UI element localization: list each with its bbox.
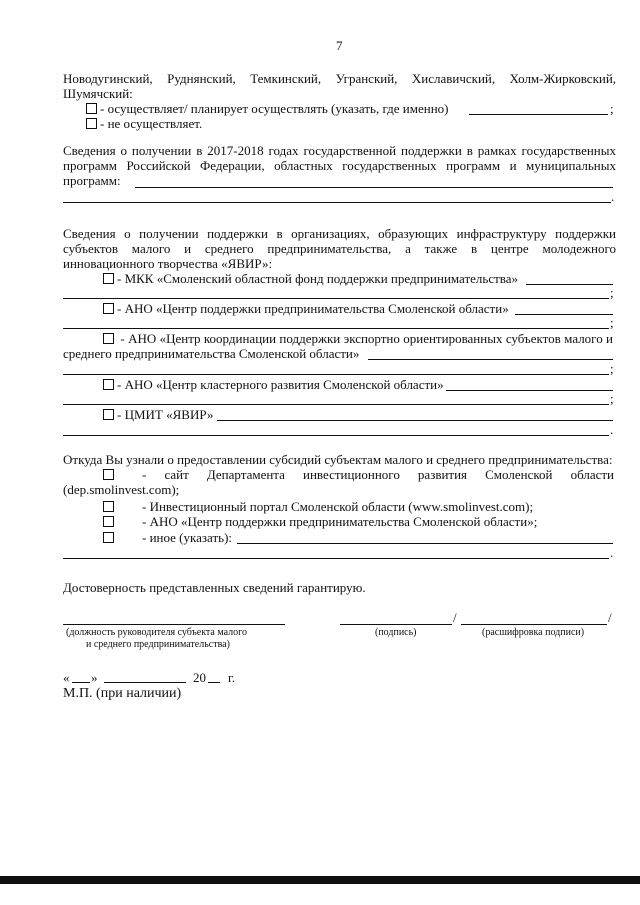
answer-line[interactable] <box>63 404 609 405</box>
answer-line[interactable] <box>237 543 613 544</box>
option-not-carries-out <box>86 116 202 132</box>
word: Департамента <box>206 467 285 482</box>
answer-line[interactable] <box>63 374 609 375</box>
answer-line[interactable] <box>446 390 613 391</box>
district-name: Новодугинский, <box>63 71 153 86</box>
checkbox[interactable] <box>103 273 114 284</box>
state-support-line-1: Сведения о получении в 2017-2018 годах государственной поддержки в рамках государственных <box>63 143 616 158</box>
signature-line[interactable] <box>340 624 452 625</box>
checkbox[interactable] <box>103 379 114 390</box>
semicolon: ; <box>610 285 614 300</box>
infra-option-ano-cluster <box>103 377 444 393</box>
source-option-portal: - Инвестиционный портал Смоленской области (www.smolinvest.com); <box>142 499 534 514</box>
answer-line[interactable] <box>368 359 613 360</box>
word: инвестиционного <box>303 467 400 482</box>
position-caption-1: (должность руководителя субъекта малого <box>66 627 247 638</box>
position-caption-2: и среднего предпринимательства) <box>86 639 230 650</box>
decoding-line[interactable] <box>461 624 607 625</box>
answer-line[interactable] <box>63 435 609 436</box>
semicolon: ; <box>610 391 614 406</box>
answer-line[interactable] <box>135 187 613 188</box>
answer-line[interactable] <box>63 328 609 329</box>
source-option-other: - иное (указать): <box>142 530 233 545</box>
year-field[interactable] <box>208 682 220 683</box>
district-name: Хиславичский, <box>411 71 496 86</box>
district-name: Руднянский, <box>167 71 236 86</box>
checkbox[interactable] <box>86 118 97 129</box>
answer-line[interactable] <box>63 558 609 559</box>
month-field[interactable] <box>104 682 186 683</box>
decoding-caption: (расшифровка подписи) <box>482 627 585 638</box>
position-line[interactable] <box>63 624 285 625</box>
option-label: - МКК «Смоленский областной фонд поддержки предпринимательства» <box>117 271 519 286</box>
checkbox[interactable] <box>86 103 97 114</box>
guarantee-statement: Достоверность представленных сведений гарантирую. <box>63 580 366 595</box>
option-label: - АНО «Центр поддержки предпринимательства Смоленской области» <box>117 301 509 316</box>
district-name: Темкинский, <box>250 71 322 86</box>
infra-support-line-1: Сведения о получении поддержки в организациях, образующих инфраструктуру поддержки <box>63 226 616 241</box>
page-number: 7 <box>336 38 343 53</box>
districts-line-1 <box>63 71 616 87</box>
semicolon: ; <box>610 315 614 330</box>
word: развития <box>417 467 468 482</box>
word: сайт <box>164 467 189 482</box>
option-label: - не осуществляет. <box>100 116 203 131</box>
word: области <box>570 467 615 482</box>
state-support-line-2: программ Российской Федерации, областных государственных программ и муниципальных <box>63 158 616 173</box>
answer-line[interactable] <box>63 202 611 203</box>
source-option-department-site <box>142 467 614 483</box>
semicolon: ; <box>610 361 614 376</box>
district-name: Холм-Жирковский, <box>509 71 617 86</box>
state-support-line-3: программ: <box>63 173 121 188</box>
answer-line[interactable] <box>63 298 609 299</box>
answer-line[interactable] <box>526 284 613 285</box>
infra-option-ano-support <box>103 301 509 317</box>
option-carries-out <box>86 101 448 117</box>
checkbox[interactable] <box>103 333 114 344</box>
checkbox[interactable] <box>103 499 117 515</box>
checkbox[interactable] <box>103 467 117 483</box>
checkbox[interactable] <box>103 303 114 314</box>
period: . <box>611 189 615 204</box>
answer-line[interactable] <box>515 314 613 315</box>
option-label: - АНО «Центр координации поддержки экспортно ориентированных субъектов малого и <box>120 331 614 346</box>
answer-line[interactable] <box>469 114 608 115</box>
source-option-ano: - АНО «Центр поддержки предпринимательства Смоленской области»; <box>142 514 538 529</box>
slash: / <box>608 610 612 625</box>
infra-support-line-3: инновационного творчества «ЯВИР»: <box>63 256 273 271</box>
option-label: - осуществляет/ планирует осуществлять (указать, где именно) <box>100 101 449 116</box>
source-option-department-site-line-2: (dep.smolinvest.com); <box>63 482 180 497</box>
word: Смоленской <box>485 467 553 482</box>
infra-support-line-2: субъектов малого и среднего предпринимательства, а также в центре молодежного <box>63 241 616 256</box>
option-label: - ЦМИТ «ЯВИР» <box>117 407 214 422</box>
period: . <box>610 422 614 437</box>
day-field[interactable] <box>72 682 90 683</box>
checkbox[interactable] <box>103 530 117 546</box>
checkbox[interactable] <box>103 409 114 420</box>
slash: / <box>453 610 457 625</box>
infra-option-mkk <box>103 271 518 287</box>
date-open-quote: « <box>63 670 70 685</box>
checkbox[interactable] <box>103 514 117 530</box>
districts-line-2: Шумячский: <box>63 86 133 101</box>
answer-line[interactable] <box>217 420 613 421</box>
scan-border <box>0 876 640 884</box>
stamp-place: М.П. (при наличии) <box>63 686 182 701</box>
signature-caption: (подпись) <box>375 627 417 638</box>
date-close-quote: » <box>91 670 98 685</box>
infra-option-ano-export-line-2: среднего предпринимательства Смоленской области» <box>63 346 360 361</box>
year-suffix: г. <box>228 670 236 685</box>
infra-option-cmit <box>103 407 213 423</box>
year-prefix: 20 <box>193 670 206 685</box>
period: . <box>610 545 614 560</box>
infra-option-ano-export <box>103 331 613 347</box>
semicolon: ; <box>610 101 614 116</box>
option-label: - АНО «Центр кластерного развития Смоленской области» <box>117 377 444 392</box>
source-question: Откуда Вы узнали о предоставлении субсидий субъектам малого и среднего предпринимательства: <box>63 452 613 467</box>
word: - <box>142 467 147 482</box>
district-name: Угранский, <box>335 71 398 86</box>
